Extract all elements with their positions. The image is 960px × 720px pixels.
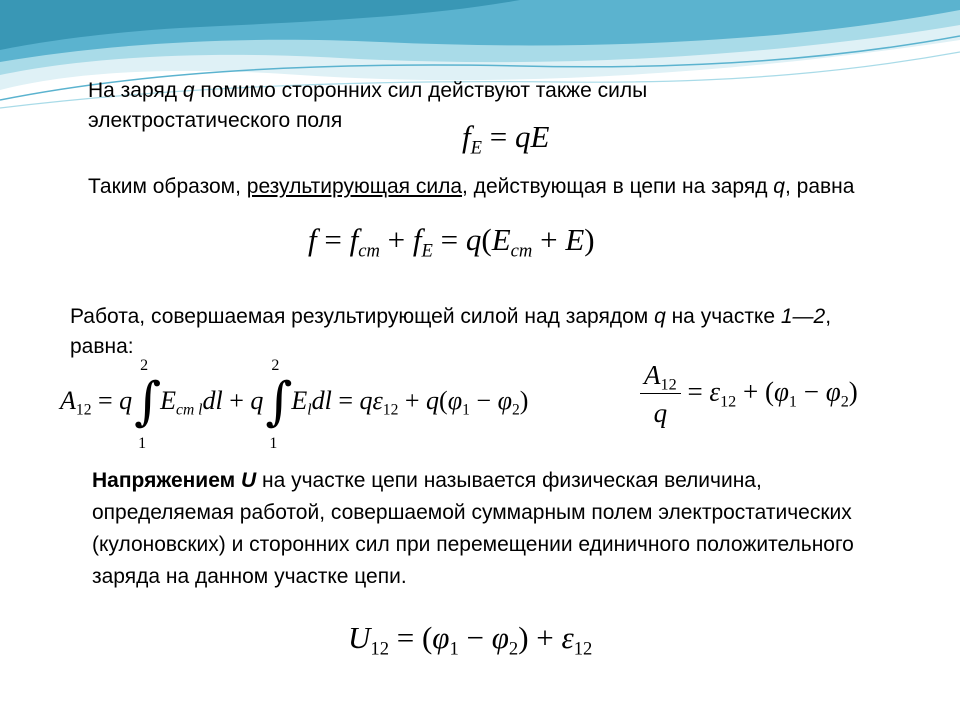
p2-charge-q: q: [773, 175, 785, 198]
f3-A-sub: 12: [75, 401, 92, 419]
formula-fe: [462, 119, 550, 159]
f1-eq: =: [481, 119, 515, 154]
f1-f-sub: E: [470, 137, 482, 159]
f2-q: q: [465, 222, 482, 257]
f3-plus1: +: [222, 385, 251, 415]
f2-E-st: E: [491, 222, 511, 257]
f3-int1-upper: 2: [140, 357, 149, 374]
f4-phi2: φ: [825, 376, 841, 407]
paragraph-1: [88, 76, 828, 136]
f3-open-paren: (: [439, 385, 448, 415]
f3-q2: q: [250, 385, 264, 415]
f3-phi2: φ: [497, 385, 512, 415]
f2-plus2: +: [532, 222, 566, 257]
f3-eq1: =: [91, 385, 120, 415]
p4-voltage-U: U: [241, 469, 257, 492]
f2-sub-st2: ст: [510, 240, 533, 262]
f1-E: E: [530, 119, 550, 154]
p3-range: 1—2: [780, 305, 826, 328]
p2-lead: Таким образом,: [88, 175, 247, 198]
p3-lead: Работа, совершаемая результирующей силой над зарядом: [70, 305, 655, 328]
f5-phi2-sub: 2: [508, 638, 519, 660]
p1-lead: На заряд: [88, 79, 183, 102]
f3-phi1: φ: [447, 385, 463, 415]
f5-U-sub: 12: [370, 638, 389, 660]
f2-sub-st: ст: [358, 240, 380, 262]
f2-plus1: +: [379, 222, 413, 257]
f3-dl1: dl: [202, 385, 223, 415]
f4-phi2-sub: 2: [840, 392, 849, 411]
f2-f: f: [308, 222, 317, 257]
f5-eq: =: [388, 620, 422, 655]
f5-open-paren: (: [421, 620, 433, 655]
f4-q: q: [653, 398, 668, 428]
p4-tail: на участке цепи называется физическая величина, определяемая работой, совершаемой суммарным полем электростатических (кулоновских) и сторонних сил при перемещении единичного положительного заряда на данном участке цепи.: [92, 469, 854, 588]
f3-eq2: =: [331, 385, 360, 415]
f3-E-st: E: [160, 385, 177, 415]
paragraph-4-definition: [92, 465, 872, 593]
f2-eq2: =: [432, 222, 466, 257]
f3-close-paren: ): [519, 385, 529, 415]
f4-phi1-sub: 1: [788, 392, 798, 411]
formula-resultant-force: [308, 222, 595, 262]
f2-open-paren: (: [481, 222, 492, 257]
f4-eps: ε: [709, 376, 721, 407]
f3-phi2-sub: 2: [511, 401, 520, 419]
f3-E-st-sub: ст l: [176, 401, 203, 419]
p2-mid: , действующая в цепи на заряд: [462, 175, 774, 198]
paragraph-2: [88, 172, 878, 202]
f2-eq1: =: [316, 222, 350, 257]
f3-int2-upper: 2: [271, 357, 280, 374]
f3-q3: q: [359, 385, 373, 415]
f5-close-paren: ): [518, 620, 529, 655]
p1-tail: помимо сторонних сил действуют также силы электростатического поля: [88, 79, 648, 132]
f2-f-E: f: [412, 222, 422, 257]
p2-underlined-term: результирующая сила: [246, 175, 463, 198]
p4-bold-term: Напряжением: [92, 469, 241, 492]
f3-A: A: [60, 385, 76, 415]
f4-eps-sub: 12: [720, 392, 737, 411]
integral-sign-1: 2 ∫ 1: [134, 357, 162, 452]
f3-q1: q: [119, 385, 133, 415]
paragraph-3: [70, 302, 880, 362]
f3-eps: ε: [372, 385, 383, 415]
f5-phi1: φ: [432, 620, 450, 655]
formula-work-integral: [60, 357, 529, 452]
f3-plus2: +: [398, 385, 427, 415]
f3-int1-lower: 1: [138, 435, 147, 452]
f4-fraction: [640, 362, 681, 427]
f5-eps: ε: [561, 620, 574, 655]
f4-phi1: φ: [773, 376, 789, 407]
f1-f: f: [462, 119, 471, 154]
p3-tail: , равна:: [70, 305, 832, 358]
f5-phi1-sub: 1: [449, 638, 459, 660]
f1-q: q: [514, 119, 531, 154]
f4-plus: +: [736, 376, 765, 407]
f2-E: E: [565, 222, 585, 257]
f3-eps-sub: 12: [382, 401, 399, 419]
f4-minus: −: [797, 376, 826, 407]
f4-A: A: [644, 360, 661, 390]
p3-mid: на участке: [665, 305, 781, 328]
formula-voltage: [348, 620, 593, 660]
f3-q4: q: [426, 385, 440, 415]
f5-eps-sub: 12: [573, 638, 593, 660]
p3-charge-q: q: [654, 305, 666, 328]
f3-E-l-sub: l: [307, 401, 312, 419]
f5-U: U: [348, 620, 371, 655]
f4-open-paren: (: [764, 376, 774, 407]
f3-int2-lower: 1: [269, 435, 278, 452]
integral-sign-2: 2 ∫ 1: [265, 357, 293, 452]
f4-close-paren: ): [848, 376, 858, 407]
f2-close-paren: ): [584, 222, 595, 257]
f2-sub-E: E: [421, 240, 433, 262]
formula-work-per-charge: [640, 362, 858, 427]
f5-minus: −: [458, 620, 492, 655]
f3-minus: −: [469, 385, 498, 415]
p1-charge-q: q: [182, 79, 195, 102]
f5-phi2: φ: [491, 620, 509, 655]
f2-f-st: f: [349, 222, 359, 257]
f3-E-l: E: [291, 385, 308, 415]
f4-A-sub: 12: [660, 375, 677, 394]
f5-plus: +: [528, 620, 562, 655]
p2-tail: , равна: [784, 175, 855, 198]
f4-eq: =: [680, 376, 710, 407]
f3-dl2: dl: [311, 385, 332, 415]
f3-phi1-sub: 1: [462, 401, 470, 419]
